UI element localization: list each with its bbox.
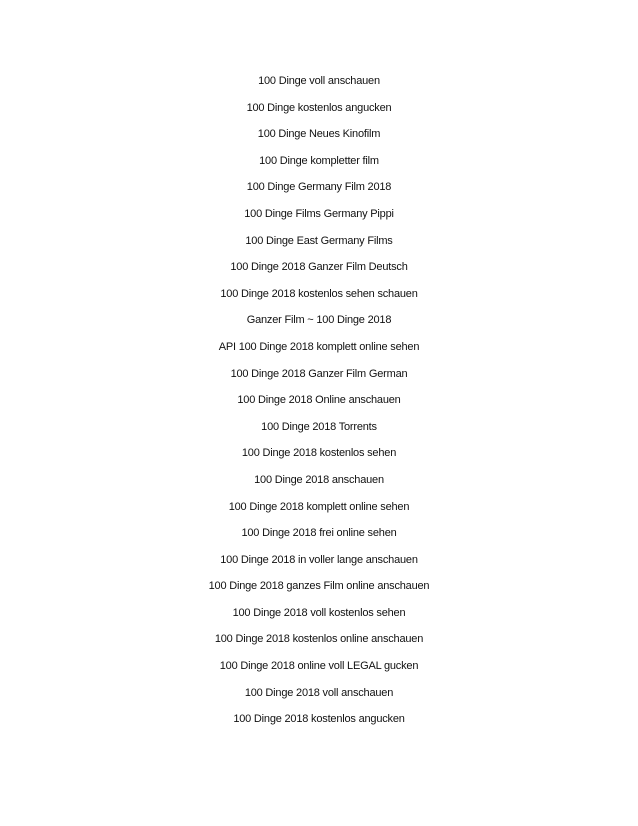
text-line: 100 Dinge 2018 ganzes Film online anschauen: [208, 580, 430, 593]
text-line: 100 Dinge Germany Film 2018: [246, 181, 392, 194]
text-line: 100 Dinge 2018 komplett online sehen: [228, 500, 410, 513]
text-line: 100 Dinge 2018 kostenlos online anschauen: [214, 633, 424, 646]
text-line: 100 Dinge 2018 voll kostenlos sehen: [232, 606, 406, 619]
text-line: 100 Dinge 2018 kostenlos sehen: [241, 447, 397, 460]
text-line: 100 Dinge 2018 kostenlos sehen schauen: [220, 287, 418, 300]
text-line: 100 Dinge 2018 online voll LEGAL gucken: [219, 660, 419, 673]
text-line: 100 Dinge 2018 Ganzer Film German: [230, 367, 408, 380]
text-line: 100 Dinge 2018 in voller lange anschauen: [220, 553, 418, 566]
text-line: API 100 Dinge 2018 komplett online sehen: [218, 340, 420, 353]
text-line: 100 Dinge 2018 Online anschauen: [237, 394, 401, 407]
text-line: 100 Dinge Neues Kinofilm: [257, 128, 381, 141]
text-line: 100 Dinge kostenlos angucken: [246, 101, 392, 114]
text-line: Ganzer Film ~ 100 Dinge 2018: [246, 314, 392, 327]
text-line: 100 Dinge 2018 kostenlos angucken: [233, 713, 405, 726]
text-line: 100 Dinge 2018 anschauen: [254, 473, 384, 486]
text-line: 100 Dinge East Germany Films: [245, 234, 393, 247]
text-line: 100 Dinge voll anschauen: [258, 75, 380, 87]
text-line: 100 Dinge 2018 Ganzer Film Deutsch: [230, 261, 408, 274]
text-line: 100 Dinge 2018 voll anschauen: [244, 686, 394, 699]
text-line: 100 Dinge 2018 frei online sehen: [241, 527, 397, 540]
text-line: 100 Dinge Films Germany Pippi: [244, 207, 394, 220]
text-line-list: [0, 71, 638, 736]
text-line: 100 Dinge 2018 Torrents: [261, 420, 377, 433]
text-line: 100 Dinge kompletter film: [259, 154, 379, 167]
